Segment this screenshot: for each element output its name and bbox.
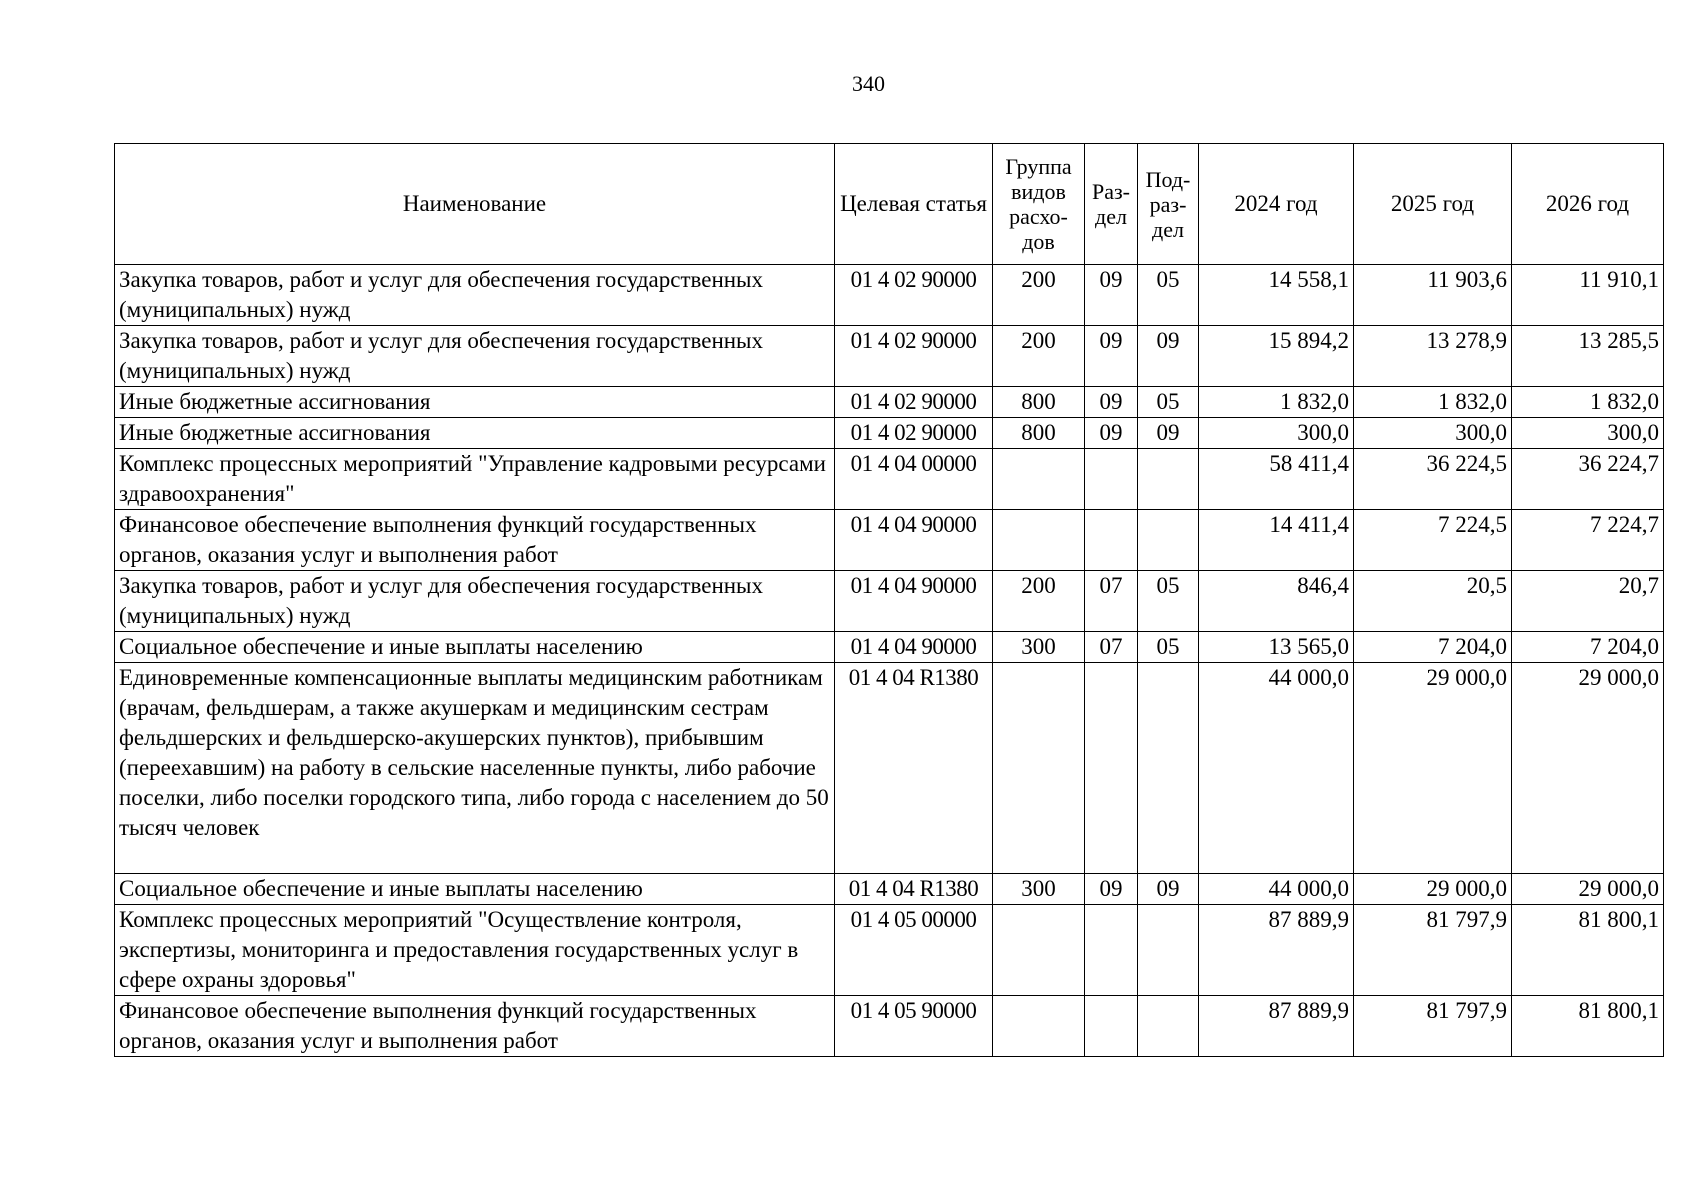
row-name: Комплекс процессных мероприятий "Осуществление контроля, экспертизы, мониторинга и предоставления государственных услуг в сфере охраны здоровья" — [115, 905, 835, 996]
row-expense-group: 300 — [993, 874, 1085, 905]
row-name: Закупка товаров, работ и услуг для обеспечения государственных (муниципальных) нужд — [115, 571, 835, 632]
row-section: 09 — [1085, 418, 1138, 449]
row-value-2026: 7 224,7 — [1512, 510, 1664, 571]
row-subsection: 09 — [1138, 418, 1199, 449]
row-value-2026: 20,7 — [1512, 571, 1664, 632]
row-target-article: 01 4 04 00000 — [835, 449, 993, 510]
row-value-2026: 300,0 — [1512, 418, 1664, 449]
row-subsection — [1138, 663, 1199, 874]
row-value-2026: 7 204,0 — [1512, 632, 1664, 663]
row-name: Иные бюджетные ассигнования — [115, 387, 835, 418]
row-subsection: 09 — [1138, 326, 1199, 387]
row-value-2025: 7 204,0 — [1354, 632, 1512, 663]
row-value-2025: 36 224,5 — [1354, 449, 1512, 510]
row-value-2024: 300,0 — [1199, 418, 1354, 449]
row-value-2025: 81 797,9 — [1354, 996, 1512, 1057]
row-expense-group — [993, 905, 1085, 996]
row-subsection — [1138, 996, 1199, 1057]
row-value-2024: 1 832,0 — [1199, 387, 1354, 418]
table-header-row — [115, 144, 1664, 265]
row-value-2024: 15 894,2 — [1199, 326, 1354, 387]
row-name: Закупка товаров, работ и услуг для обеспечения государственных (муниципальных) нужд — [115, 326, 835, 387]
table-row — [115, 663, 1664, 874]
row-value-2025: 13 278,9 — [1354, 326, 1512, 387]
row-section: 07 — [1085, 571, 1138, 632]
row-value-2026: 29 000,0 — [1512, 663, 1664, 874]
table-row — [115, 905, 1664, 996]
row-expense-group — [993, 449, 1085, 510]
row-name: Социальное обеспечение и иные выплаты населению — [115, 632, 835, 663]
row-subsection: 05 — [1138, 632, 1199, 663]
header-2025: 2025 год — [1354, 144, 1512, 265]
row-name: Финансовое обеспечение выполнения функций государственных органов, оказания услуг и выполнения работ — [115, 996, 835, 1057]
row-section — [1085, 510, 1138, 571]
table-row — [115, 996, 1664, 1057]
row-value-2025: 7 224,5 — [1354, 510, 1512, 571]
header-target-article: Целевая статья — [835, 144, 993, 265]
table-row — [115, 449, 1664, 510]
row-subsection: 05 — [1138, 571, 1199, 632]
table-row — [115, 510, 1664, 571]
row-section: 09 — [1085, 874, 1138, 905]
row-name: Закупка товаров, работ и услуг для обеспечения государственных (муниципальных) нужд — [115, 265, 835, 326]
row-value-2025: 300,0 — [1354, 418, 1512, 449]
row-expense-group — [993, 510, 1085, 571]
header-2026: 2026 год — [1512, 144, 1664, 265]
row-name: Комплекс процессных мероприятий "Управление кадровыми ресурсами здравоохранения" — [115, 449, 835, 510]
row-value-2025: 20,5 — [1354, 571, 1512, 632]
row-value-2026: 81 800,1 — [1512, 996, 1664, 1057]
row-target-article: 01 4 04 90000 — [835, 510, 993, 571]
row-target-article: 01 4 02 90000 — [835, 265, 993, 326]
row-value-2025: 1 832,0 — [1354, 387, 1512, 418]
row-expense-group: 800 — [993, 418, 1085, 449]
table-row — [115, 265, 1664, 326]
row-section: 09 — [1085, 387, 1138, 418]
row-target-article: 01 4 02 90000 — [835, 387, 993, 418]
row-value-2025: 29 000,0 — [1354, 874, 1512, 905]
row-value-2024: 14 558,1 — [1199, 265, 1354, 326]
row-target-article: 01 4 05 90000 — [835, 996, 993, 1057]
row-expense-group: 300 — [993, 632, 1085, 663]
row-name: Социальное обеспечение и иные выплаты населению — [115, 874, 835, 905]
row-value-2024: 44 000,0 — [1199, 663, 1354, 874]
row-subsection — [1138, 905, 1199, 996]
row-expense-group: 200 — [993, 571, 1085, 632]
row-value-2024: 87 889,9 — [1199, 905, 1354, 996]
row-section — [1085, 663, 1138, 874]
row-target-article: 01 4 04 90000 — [835, 571, 993, 632]
row-name: Финансовое обеспечение выполнения функций государственных органов, оказания услуг и выполнения работ — [115, 510, 835, 571]
row-target-article: 01 4 04 R1380 — [835, 874, 993, 905]
row-name: Единовременные компенсационные выплаты медицинским работникам (врачам, фельдшерам, а также акушеркам и медицинским сестрам фельдшерских и фельдшерско-акушерских пунктов), прибывшим (переехавшим) на работу в сельские населенные пункты, либо рабочие поселки, либо поселки городского типа, либо города с населением до 50 тысяч человек — [115, 663, 835, 874]
row-target-article: 01 4 02 90000 — [835, 418, 993, 449]
row-subsection — [1138, 510, 1199, 571]
row-section — [1085, 905, 1138, 996]
row-value-2024: 87 889,9 — [1199, 996, 1354, 1057]
row-section: 07 — [1085, 632, 1138, 663]
table-row — [115, 571, 1664, 632]
row-value-2025: 11 903,6 — [1354, 265, 1512, 326]
row-value-2026: 29 000,0 — [1512, 874, 1664, 905]
row-subsection — [1138, 449, 1199, 510]
row-section: 09 — [1085, 265, 1138, 326]
row-value-2024: 58 411,4 — [1199, 449, 1354, 510]
row-expense-group: 800 — [993, 387, 1085, 418]
header-expense-group: Группа видов расхо-дов — [993, 144, 1085, 265]
row-value-2026: 81 800,1 — [1512, 905, 1664, 996]
row-section: 09 — [1085, 326, 1138, 387]
table-row — [115, 632, 1664, 663]
header-section: Раз-дел — [1085, 144, 1138, 265]
row-value-2025: 29 000,0 — [1354, 663, 1512, 874]
row-expense-group: 200 — [993, 265, 1085, 326]
row-subsection: 05 — [1138, 265, 1199, 326]
header-subsection: Под-раз-дел — [1138, 144, 1199, 265]
table-row — [115, 874, 1664, 905]
row-value-2024: 846,4 — [1199, 571, 1354, 632]
row-value-2026: 36 224,7 — [1512, 449, 1664, 510]
row-value-2024: 13 565,0 — [1199, 632, 1354, 663]
row-value-2024: 44 000,0 — [1199, 874, 1354, 905]
row-target-article: 01 4 02 90000 — [835, 326, 993, 387]
header-name: Наименование — [115, 144, 835, 265]
row-name: Иные бюджетные ассигнования — [115, 418, 835, 449]
table-row — [115, 418, 1664, 449]
row-value-2026: 13 285,5 — [1512, 326, 1664, 387]
row-expense-group — [993, 996, 1085, 1057]
row-target-article: 01 4 04 R1380 — [835, 663, 993, 874]
row-value-2026: 1 832,0 — [1512, 387, 1664, 418]
row-target-article: 01 4 04 90000 — [835, 632, 993, 663]
row-value-2025: 81 797,9 — [1354, 905, 1512, 996]
budget-table — [114, 143, 1664, 1057]
table-row — [115, 326, 1664, 387]
row-value-2024: 14 411,4 — [1199, 510, 1354, 571]
row-subsection: 05 — [1138, 387, 1199, 418]
table-row — [115, 387, 1664, 418]
row-section — [1085, 996, 1138, 1057]
row-expense-group: 200 — [993, 326, 1085, 387]
row-value-2026: 11 910,1 — [1512, 265, 1664, 326]
row-section — [1085, 449, 1138, 510]
row-subsection: 09 — [1138, 874, 1199, 905]
row-expense-group — [993, 663, 1085, 874]
page-number: 340 — [852, 71, 885, 96]
header-2024: 2024 год — [1199, 144, 1354, 265]
row-target-article: 01 4 05 00000 — [835, 905, 993, 996]
